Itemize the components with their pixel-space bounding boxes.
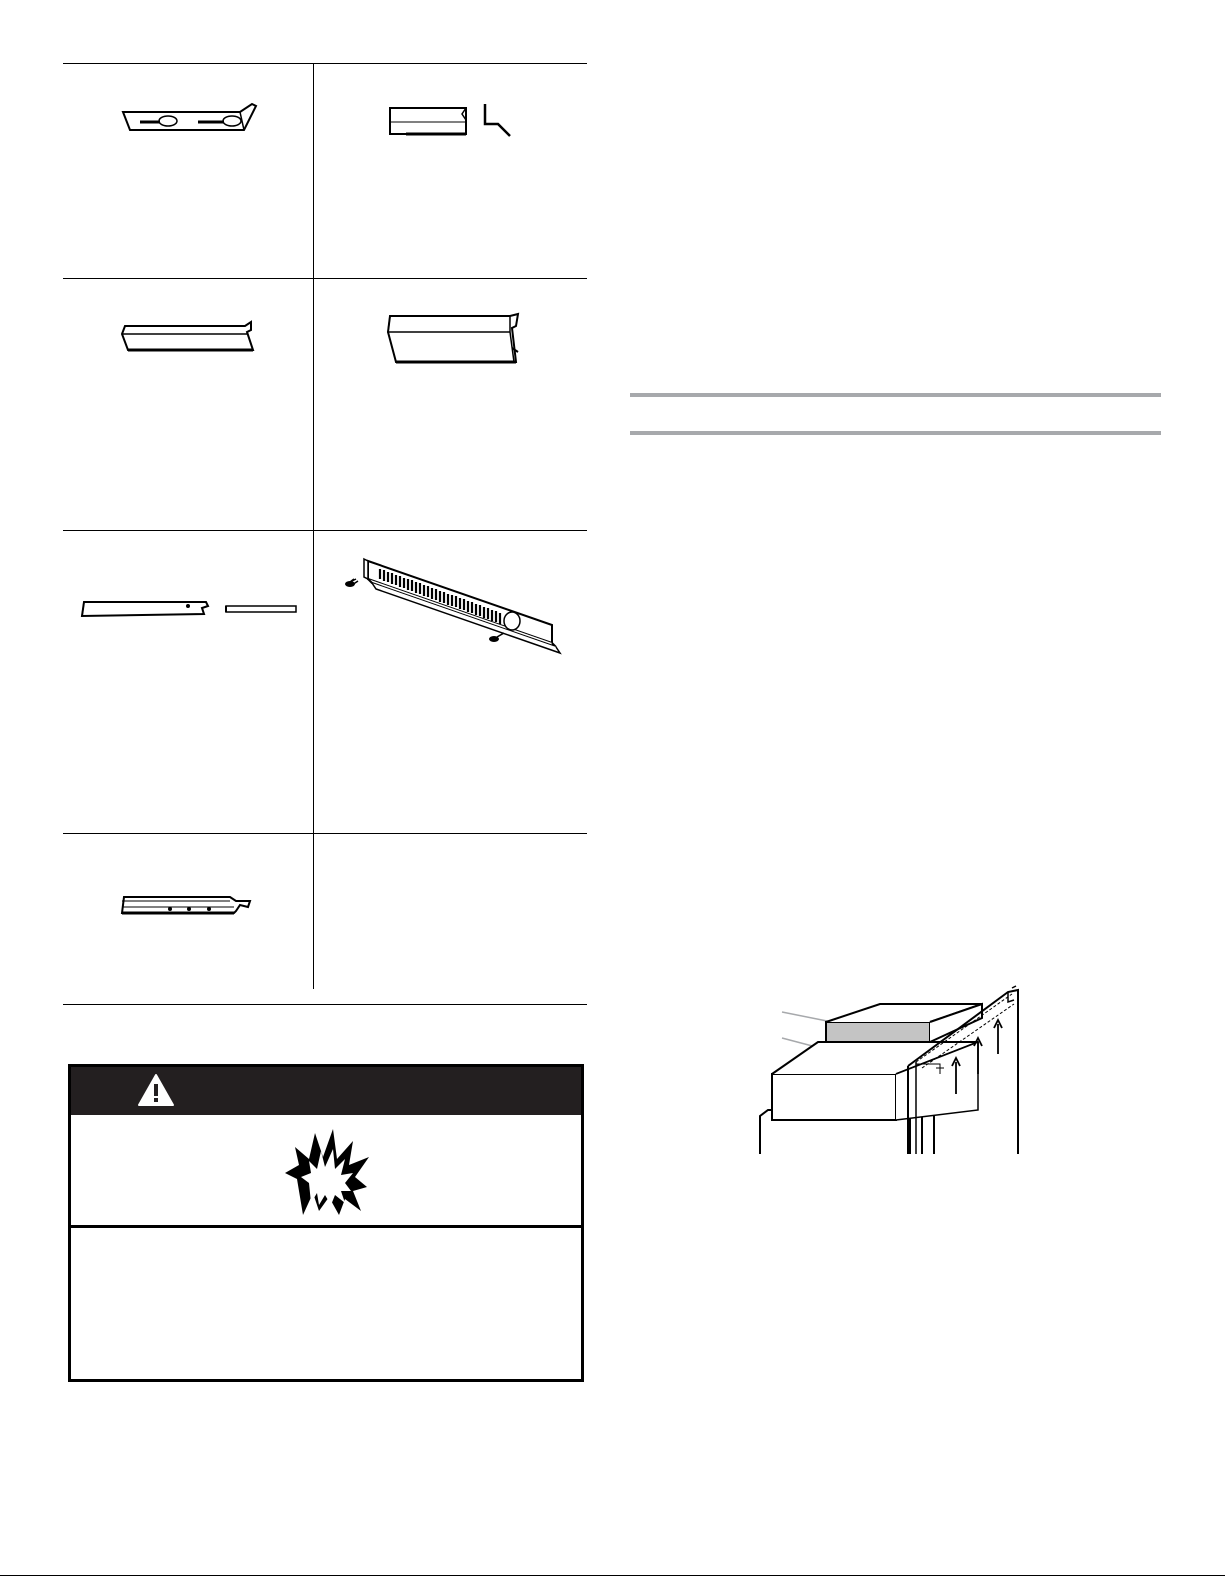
parts-cell-slotted-bracket xyxy=(120,100,260,140)
channel-trim-tall-icon xyxy=(386,312,526,367)
installation-illustration xyxy=(760,984,1060,1159)
table-bottom-rule xyxy=(63,1004,587,1005)
warning-triangle-icon xyxy=(137,1073,175,1107)
side-strips-icon xyxy=(78,598,303,623)
vented-grille-icon xyxy=(342,555,572,660)
cabinet-installation-diagram xyxy=(760,984,1060,1159)
table-row-rule-2 xyxy=(63,530,587,531)
angled-trim-icon xyxy=(388,100,528,145)
page-bottom-rule xyxy=(0,1575,1225,1576)
parts-cell-vented-grille xyxy=(342,555,572,660)
parts-cell-channel-trim-short xyxy=(120,322,260,357)
slotted-bracket-icon xyxy=(120,100,260,140)
table-column-divider xyxy=(313,63,314,989)
table-row-rule-3 xyxy=(63,833,587,834)
warning-header xyxy=(71,1067,581,1115)
table-row-rule-1 xyxy=(63,278,587,279)
explosion-hazard-icon xyxy=(283,1127,373,1217)
table-top-rule xyxy=(63,63,587,64)
parts-cell-angled-trim xyxy=(388,100,528,145)
parts-cell-channel-trim-tall xyxy=(386,312,526,367)
warning-divider xyxy=(71,1225,581,1228)
warning-box xyxy=(68,1064,584,1382)
parts-cell-empty xyxy=(320,840,580,980)
section-heading-bottom-rule xyxy=(630,431,1161,435)
parts-cell-hinge-bracket xyxy=(118,893,258,923)
section-heading-top-rule xyxy=(630,393,1161,397)
hinge-bracket-icon xyxy=(118,893,258,923)
channel-trim-short-icon xyxy=(120,322,260,357)
parts-cell-side-strips xyxy=(78,598,303,623)
